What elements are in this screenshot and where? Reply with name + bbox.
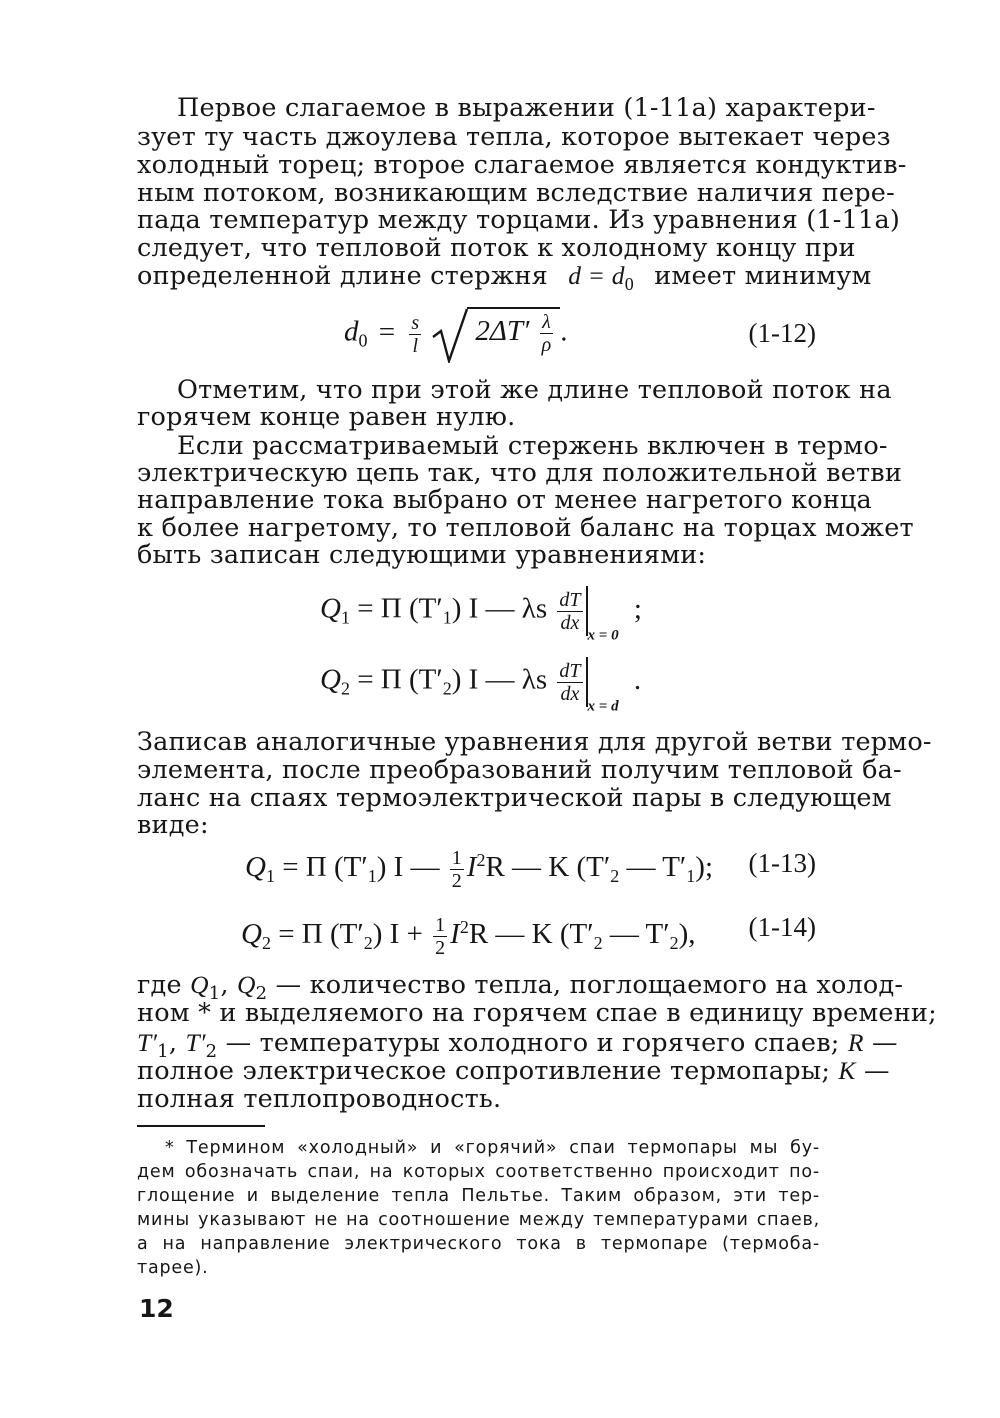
text-line: горячем конце равен нулю. <box>137 402 516 432</box>
equation-q2-boundary: $Q_2 = \Pi$ $(T'_2)$ I — λs $\frac{dT}{dx}$ $_{x = d}$ . <box>320 657 641 724</box>
footnote-line: * Термином «холодный» и «горячий» спаи термопары мы бу- <box>165 1138 820 1158</box>
text-line: следует, что тепловой поток к холодному концу при <box>137 233 856 263</box>
equation-1-12: $d_0$ = $\frac{s}{l}$ 2ΔT′ $\frac{\lambda}{\rho}$ . <box>344 305 568 363</box>
text-line: электрическую цепь так, что для положительной ветви <box>137 458 903 488</box>
equation-number: (1-14) <box>748 912 816 942</box>
text-line: направление тока выбрано от менее нагретого конца <box>137 485 872 515</box>
text-line: ным потоком, возникающим вследствие наличия пере- <box>137 178 895 208</box>
text-line: Отметим, что при этой же длине тепловой поток на <box>177 375 892 405</box>
text-line: полная теплопроводность. <box>137 1084 502 1114</box>
footnote-line: тарее). <box>137 1258 209 1278</box>
text-line: холодный торец; второе слагаемое является кондуктив- <box>137 150 907 180</box>
equation-number: (1-13) <box>748 848 816 878</box>
text-line: ном * и выделяемого на горячем спае в единицу времени; <box>137 998 937 1028</box>
footnote-line: глощение и выделение тепла Пельтье. Таким образом, эти тер- <box>137 1186 820 1206</box>
equation-q1-boundary: $Q_1 = \Pi$ $(T'_1)$ I — λs $\frac{dT}{dx}$ $_{x = 0}$ ; <box>320 586 642 653</box>
footnote-line: мины указывают не на соотношение между температурами спаев, <box>137 1210 820 1230</box>
text-line: зует ту часть джоулева тепла, которое вытекает через <box>137 122 891 152</box>
equation-1-14: $Q_2 = \Pi$ $(T'_2) I$ + $\frac{1}{2}$ $I^2R$ — K ($T'_2$ — $T'_2$), <box>241 913 696 959</box>
text-line-with-math <box>137 261 872 299</box>
text-line-with-math: полное электрическое сопротивление термопары; K — <box>137 1056 890 1086</box>
text-fragment: имеет минимум <box>654 261 872 291</box>
text-line-with-math: $T'_1$, $T'_2$ — температуры холодного и горячего спаев; R — <box>137 1028 898 1062</box>
text-line: Записав аналогичные уравнения для другой ветви термо- <box>137 727 932 757</box>
text-line: элемента, после преобразований получим тепловой ба- <box>137 755 902 785</box>
equation-number: (1-12) <box>748 318 816 348</box>
page-number: 12 <box>139 1294 174 1323</box>
inline-math: $d = d_0$ <box>568 261 634 294</box>
text-line: Первое слагаемое в выражении (1-11а) характери- <box>177 93 876 123</box>
square-root-icon <box>431 305 469 363</box>
text-line: к более нагретому, то тепловой баланс на торцах может <box>137 513 914 543</box>
footnote-line: а на направление электрического тока в термопаре (термоба- <box>137 1234 820 1254</box>
radicand: 2ΔT′ $\frac{\lambda}{\rho}$ <box>467 307 560 356</box>
text-line: быть записан следующими уравнениями: <box>137 540 707 570</box>
footnote-line: дем обозначать спаи, на которых соответственно происходит по- <box>137 1162 820 1182</box>
text-line: Если рассматриваемый стержень включен в термо- <box>177 431 888 461</box>
text-line: ланс на спаях термоэлектрической пары в следующем <box>137 783 892 813</box>
fraction: $\frac{s}{l}$ <box>411 311 420 357</box>
text-line: виде: <box>137 810 209 840</box>
text-line-with-math: где $Q_1$, $Q_2$ — количество тепла, поглощаемого на холод- <box>137 970 904 1004</box>
footnote-separator <box>137 1125 265 1127</box>
equation-1-13: $Q_1 = \Pi$ $(T'_1)$ I — $\frac{1}{2}$ $I^2R$ — K ($T'_2$ — $T'_1$); <box>245 846 713 892</box>
text-line: пада температур между торцами. Из уравнения (1-11а) <box>137 205 901 235</box>
text-fragment: определенной длине стержня <box>137 261 548 291</box>
